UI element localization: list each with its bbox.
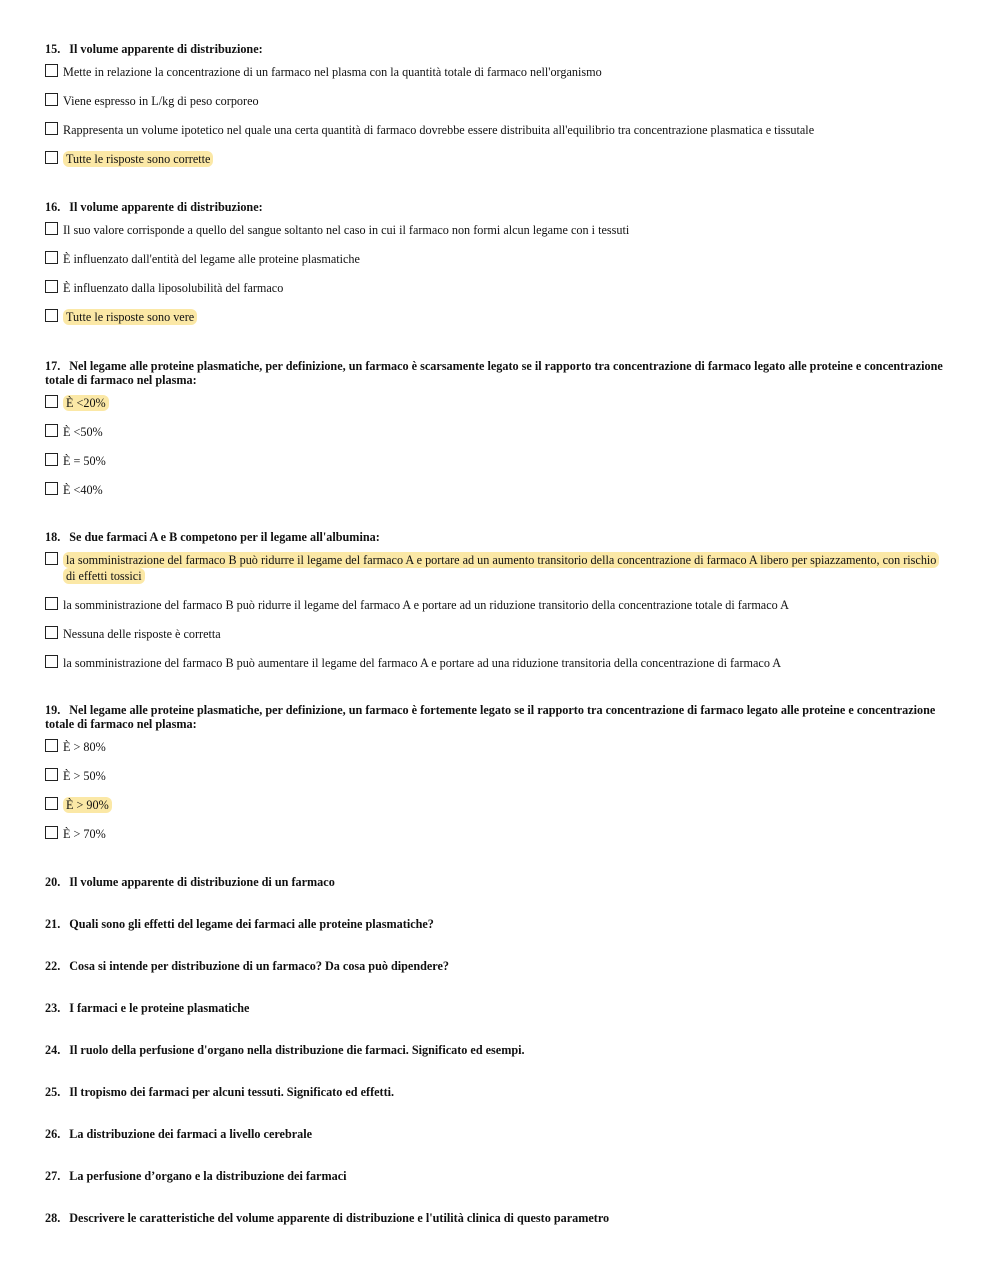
question-18 bbox=[45, 530, 945, 684]
answer-option-highlighted[interactable] bbox=[45, 309, 945, 325]
question-17 bbox=[45, 359, 945, 511]
question-16 bbox=[45, 200, 945, 338]
option-label: È > 70% bbox=[63, 827, 106, 841]
checkbox[interactable] bbox=[45, 251, 58, 264]
answer-option-highlighted[interactable] bbox=[45, 552, 945, 584]
open-question-25: 25. Il tropismo dei farmaci per alcuni tessuti. Significato ed effetti. bbox=[45, 1085, 395, 1099]
option-label: È > 90% bbox=[63, 797, 112, 813]
option-label: È influenzato dall'entità del legame alle proteine plasmatiche bbox=[63, 252, 360, 266]
option-label: È <40% bbox=[63, 483, 103, 497]
option-label: la somministrazione del farmaco B può aumentare il legame del farmaco A e portare ad una riduzione transitoria della concentrazione di farmaco A bbox=[63, 656, 782, 670]
checkbox[interactable] bbox=[45, 222, 58, 235]
question-title: 19. Nel legame alle proteine plasmatiche, per definizione, un farmaco è fortemente legato se il rapporto tra concentrazione di farmaco legato alle proteine e concentrazione totale di farmaco nel plasma: bbox=[45, 703, 936, 731]
open-question-20: 20. Il volume apparente di distribuzione di un farmaco bbox=[45, 875, 335, 889]
option-label: È <50% bbox=[63, 425, 103, 439]
answer-option[interactable] bbox=[45, 768, 945, 784]
checkbox[interactable] bbox=[45, 655, 58, 668]
checkbox[interactable] bbox=[45, 280, 58, 293]
open-question-23: 23. I farmaci e le proteine plasmatiche bbox=[45, 1001, 250, 1015]
checkbox[interactable] bbox=[45, 424, 58, 437]
question-19 bbox=[45, 703, 945, 855]
answer-option-highlighted[interactable] bbox=[45, 797, 945, 813]
option-label: È = 50% bbox=[63, 454, 106, 468]
open-question-26: 26. La distribuzione dei farmaci a livello cerebrale bbox=[45, 1127, 313, 1141]
checkbox[interactable] bbox=[45, 151, 58, 164]
option-label: È > 80% bbox=[63, 740, 106, 754]
open-question-22: 22. Cosa si intende per distribuzione di un farmaco? Da cosa può dipendere? bbox=[45, 959, 449, 973]
answer-option[interactable] bbox=[45, 453, 945, 469]
answer-option[interactable] bbox=[45, 482, 945, 498]
checkbox[interactable] bbox=[45, 453, 58, 466]
answer-option-highlighted[interactable] bbox=[45, 395, 945, 411]
checkbox[interactable] bbox=[45, 309, 58, 322]
answer-option[interactable] bbox=[45, 93, 945, 109]
option-label: Il suo valore corrisponde a quello del sangue soltanto nel caso in cui il farmaco non formi alcun legame con i tessuti bbox=[63, 223, 630, 237]
option-label: la somministrazione del farmaco B può ridurre il legame del farmaco A e portare ad un aumento transitorio della concentrazione di farmaco A libero per spiazzamento, con rischio di effetti tossici bbox=[63, 552, 939, 584]
question-title: 18. Se due farmaci A e B competono per il legame all'albumina: bbox=[45, 530, 380, 544]
answer-option[interactable] bbox=[45, 251, 945, 267]
question-title: 15. Il volume apparente di distribuzione: bbox=[45, 42, 263, 56]
option-label: la somministrazione del farmaco B può ridurre il legame del farmaco A e portare ad un riduzione transitorio della concentrazione totale di farmaco A bbox=[63, 598, 789, 612]
option-label: Viene espresso in L/kg di peso corporeo bbox=[63, 94, 259, 108]
option-label: È <20% bbox=[63, 395, 109, 411]
question-15 bbox=[45, 42, 945, 180]
open-question-28: 28. Descrivere le caratteristiche del volume apparente di distribuzione e l'utilità clinica di questo parametro bbox=[45, 1211, 610, 1225]
answer-option[interactable] bbox=[45, 424, 945, 440]
checkbox[interactable] bbox=[45, 395, 58, 408]
answer-option[interactable] bbox=[45, 626, 945, 642]
question-title: 17. Nel legame alle proteine plasmatiche, per definizione, un farmaco è scarsamente legato se il rapporto tra concentrazione di farmaco legato alle proteine e concentrazione totale di farmaco nel plasma: bbox=[45, 359, 943, 387]
option-label: Tutte le risposte sono corrette bbox=[63, 151, 213, 167]
checkbox[interactable] bbox=[45, 626, 58, 639]
option-label: È influenzato dalla liposolubilità del farmaco bbox=[63, 281, 284, 295]
checkbox[interactable] bbox=[45, 739, 58, 752]
checkbox[interactable] bbox=[45, 597, 58, 610]
open-question-27: 27. La perfusione d’organo e la distribuzione dei farmaci bbox=[45, 1169, 347, 1183]
option-label: Nessuna delle risposte è corretta bbox=[63, 627, 221, 641]
answer-option[interactable] bbox=[45, 739, 945, 755]
checkbox[interactable] bbox=[45, 93, 58, 106]
answer-option[interactable] bbox=[45, 64, 945, 80]
option-label: Tutte le risposte sono vere bbox=[63, 309, 197, 325]
option-label: È > 50% bbox=[63, 769, 106, 783]
answer-option[interactable] bbox=[45, 280, 945, 296]
checkbox[interactable] bbox=[45, 64, 58, 77]
answer-option[interactable] bbox=[45, 597, 945, 613]
open-question-24: 24. Il ruolo della perfusione d'organo nella distribuzione die farmaci. Significato ed esempi. bbox=[45, 1043, 525, 1057]
checkbox[interactable] bbox=[45, 768, 58, 781]
checkbox[interactable] bbox=[45, 482, 58, 495]
answer-option[interactable] bbox=[45, 122, 945, 138]
checkbox[interactable] bbox=[45, 826, 58, 839]
question-title: 16. Il volume apparente di distribuzione: bbox=[45, 200, 263, 214]
open-question-21: 21. Quali sono gli effetti del legame dei farmaci alle proteine plasmatiche? bbox=[45, 917, 434, 931]
checkbox[interactable] bbox=[45, 552, 58, 565]
option-label: Mette in relazione la concentrazione di un farmaco nel plasma con la quantità totale di farmaco nell'organismo bbox=[63, 65, 602, 79]
option-label: Rappresenta un volume ipotetico nel quale una certa quantità di farmaco dovrebbe essere distribuita all'equilibrio tra concentrazione plasmatica e tissutale bbox=[63, 123, 815, 137]
answer-option[interactable] bbox=[45, 826, 945, 842]
answer-option[interactable] bbox=[45, 222, 945, 238]
answer-option[interactable] bbox=[45, 655, 945, 671]
checkbox[interactable] bbox=[45, 122, 58, 135]
checkbox[interactable] bbox=[45, 797, 58, 810]
answer-option-highlighted[interactable] bbox=[45, 151, 945, 167]
